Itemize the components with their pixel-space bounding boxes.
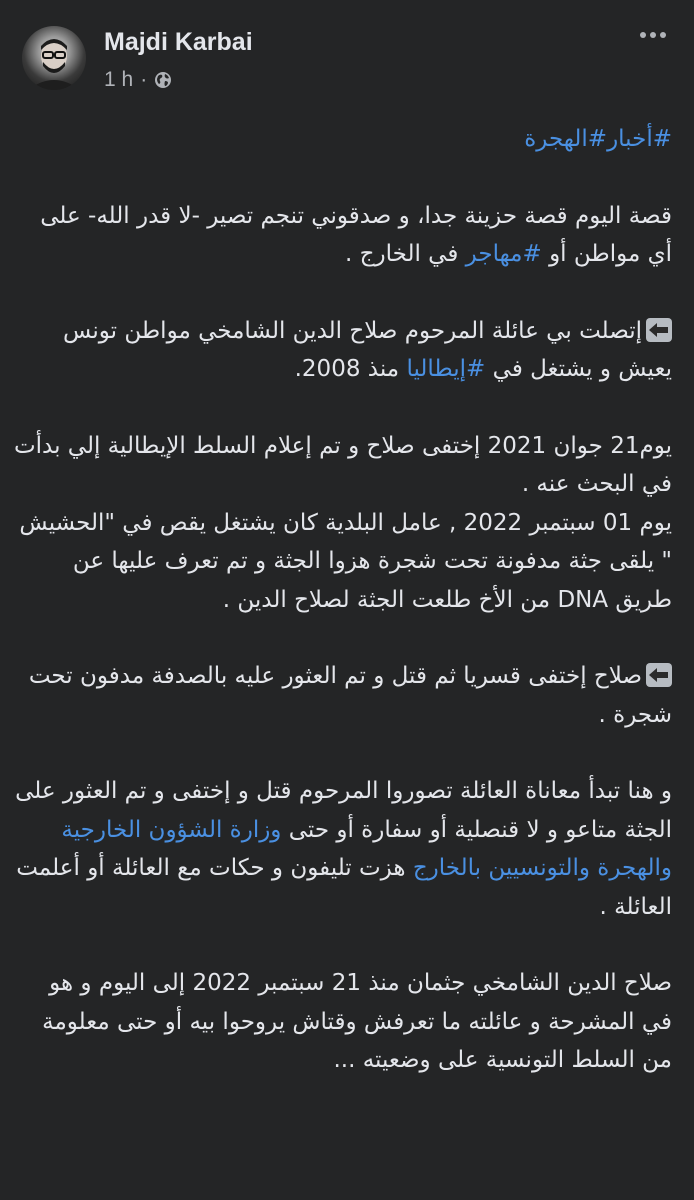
meta-separator: · [140, 68, 148, 91]
paragraph-intro-text-end: في الخارج . [345, 241, 466, 267]
author-avatar[interactable] [22, 26, 86, 90]
paragraph-intro [12, 197, 672, 274]
left-arrow-emoji-icon [646, 663, 672, 687]
paragraph-disappearance-text: يوم21 جوان 2021 إختفى صلاح و تم إعلام السلط الإيطالية إلي بدأت في البحث عنه . [13, 432, 672, 497]
hashtags-line [12, 120, 672, 159]
more-options-icon[interactable] [640, 32, 666, 38]
avatar-portrait-icon [22, 26, 86, 90]
paragraph-contact-text-end: منذ 2008. [294, 356, 407, 382]
paragraph-disappearance [12, 427, 672, 504]
paragraph-status [12, 964, 672, 1080]
paragraph-contact [12, 312, 672, 389]
paragraph-suffering [12, 772, 672, 926]
post-meta [104, 68, 172, 92]
hashtag-italy[interactable]: #إيطاليا [406, 356, 486, 382]
paragraph-discovery [12, 504, 672, 620]
post-header [0, 0, 694, 110]
paragraph-summary-text: صلاح إختفى قسريا ثم قتل و تم العثور عليه بالصدفة مدفون تحت شجرة . [28, 663, 672, 728]
hashtag-news[interactable]: #أخبار [607, 126, 672, 152]
globe-icon[interactable] [154, 71, 172, 89]
paragraph-suffering-text: و هنا تبدأ معاناة العائلة تصوروا المرحوم قتل و إختفى و تم العثور على الجثة متاعو و لا قنصلية أو سفارة أو حتى [15, 778, 672, 843]
paragraph-status-text: صلاح الدين الشامخي جثمان منذ 21 سبتمبر 2022 إلى اليوم و هو في المشرحة و عائلته ما تعرفش وقتاش يروحوا بيه أو حتى معلومة من السلط التونسية على وضعيته ... [42, 970, 672, 1073]
hashtag-migration[interactable]: #الهجرة [524, 126, 608, 152]
left-arrow-emoji-icon [646, 318, 672, 342]
ministry-link[interactable]: وزارة الشؤون الخارجية والهجرة والتونسيين بالخارج [61, 816, 672, 881]
paragraph-intro-text: قصة اليوم قصة حزينة جدا، و صدقوني تنجم تصير -لا قدر الله- على أي مواطن أو [40, 202, 672, 267]
post-time[interactable]: 1 h [104, 68, 134, 91]
hashtag-migrant[interactable]: #مهاجر [465, 241, 542, 267]
author-name[interactable]: Majdi Karbai [104, 28, 253, 56]
paragraph-discovery-text: يوم 01 سبتمبر 2022 , عامل البلدية كان يشتغل يقص في "الحشيش " يلقى جثة مدفونة تحت شجرة هزوا الجثة و تم تعرف عليها عن طريق DNA من الأخ طلعت الجثة لصلاح الدين . [19, 509, 672, 613]
paragraph-summary [12, 657, 672, 734]
paragraph-contact-text: إتصلت بي عائلة المرحوم صلاح الدين الشامخي مواطن تونس يعيش و يشتغل في [63, 317, 672, 382]
post-body [12, 120, 672, 1118]
paragraph-suffering-text-end: هزت تليفون و حكات مع العائلة أو أعلمت العائلة . [16, 855, 672, 920]
